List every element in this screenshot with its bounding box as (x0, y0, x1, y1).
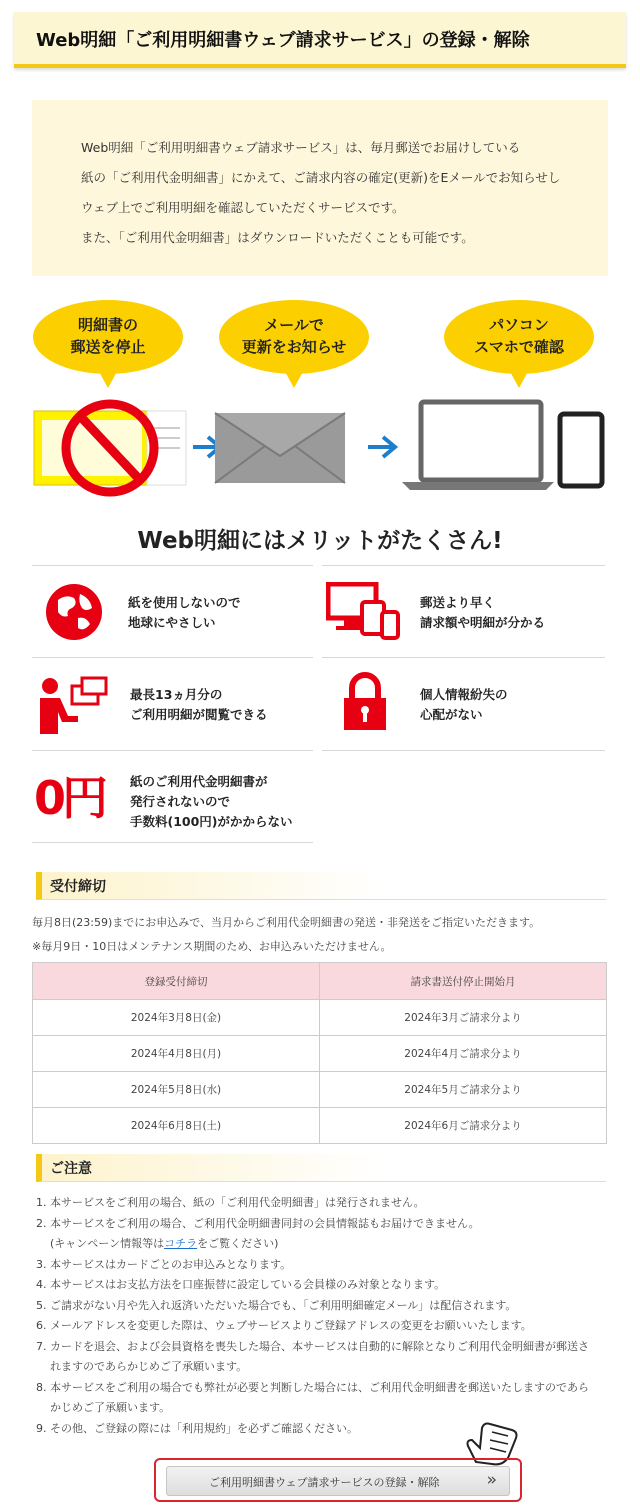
merit-line: 発行されないので (130, 794, 231, 809)
table-cell: 2024年6月8日(土) (33, 1108, 320, 1144)
bubble-line: 更新をお知らせ (241, 338, 347, 356)
intro-line: Web明細「ご利用明細書ウェブ請求サービス」は、毎月郵送でお届けしている (81, 140, 521, 155)
merit-line: 心配がない (420, 707, 483, 722)
zero-yen-icon (34, 762, 104, 828)
arrow-right-icon (368, 437, 395, 457)
divider (32, 657, 313, 658)
divider (32, 842, 313, 843)
smartphone-icon (560, 414, 602, 486)
campaign-link[interactable]: コチラ (164, 1237, 198, 1250)
envelope-icon (215, 413, 345, 483)
divider (32, 565, 313, 566)
deadline-note: ※毎月9日・10日はメンテナンス期間のため、お申込みいただけません。 (32, 940, 392, 953)
flow-bubble-check (444, 300, 594, 374)
merit-line: 手数料(100円)がかからない (130, 814, 293, 829)
table-cell: 2024年5月8日(水) (33, 1072, 320, 1108)
merit-line: 紙のご利用代金明細書が (130, 774, 268, 789)
register-button-highlight (154, 1458, 522, 1502)
laptop-icon (402, 402, 554, 490)
list-item-text: 7. カードを退会、および会員資格を喪失した場合、本サービスは自動的に解除となりご利用代金明細書が郵送さ (36, 1339, 589, 1353)
intro-line: また、「ご利用代金明細書」はダウンロードいただくことも可能です。 (81, 230, 474, 245)
divider (322, 750, 605, 751)
table-header: 請求書送付停止開始月 (320, 963, 607, 1000)
merit-text-security (420, 685, 508, 725)
globe-icon (44, 582, 104, 642)
deadline-title: 受付締切 (50, 879, 106, 895)
list-item: 9. その他、ご登録の際には「利用規約」を必ずご確認ください。 (36, 1421, 358, 1435)
intro-line: 紙の「ご利用代金明細書」にかえて、ご請求内容の確定(更新)をEメールでお知らせし (81, 170, 561, 185)
merit-line: 地球にやさしい (128, 615, 216, 630)
list-item: 6. メールアドレスを変更した際は、ウェブサービスよりご登録アドレスの変更をお願いいたします。 (36, 1319, 532, 1332)
list-item: 4. 本サービスはお支払方法を口座振替に設定している会員様のみ対象となります。 (36, 1278, 446, 1291)
bubble-line: 明細書の (77, 316, 138, 334)
zero-yen-text: 0円 (34, 771, 105, 825)
list-item-continuation (36, 1234, 616, 1255)
page-header (14, 12, 626, 68)
list-item-text: 2. 本サービスをご利用の場合、ご利用代金明細書同封の会員情報誌もお届けできません。 (36, 1216, 480, 1230)
divider (322, 657, 605, 658)
flow-bubble-stop-mail (33, 300, 183, 374)
bubble-line: 郵送を停止 (70, 338, 146, 356)
page-title: Web明細「ご利用明細書ウェブ請求サービス」の登録・解除 (36, 30, 530, 51)
table-row (33, 1036, 607, 1072)
table-row (33, 1108, 607, 1144)
list-item-text: 8. 本サービスをご利用の場合でも弊社が必要と判断した場合には、ご利用代金明細書を郵送いたしますのであら (36, 1380, 589, 1394)
table-cell: 2024年3月ご請求分より (320, 1000, 607, 1036)
list-item (36, 1214, 616, 1255)
table-cell: 2024年3月8日(金) (33, 1000, 320, 1036)
list-item: 5. ご請求がない月や先入れ返済いただいた場合でも、「ご利用明細確定メール」は配信されます。 (36, 1298, 517, 1312)
intro-line: ウェブ上でご利用明細を確認していただくサービスです。 (81, 200, 405, 215)
merit-text-13months (130, 685, 268, 725)
double-chevron-right-icon: » (486, 1470, 497, 1490)
merit-line: 個人情報紛失の (420, 687, 508, 702)
register-cancel-button[interactable] (166, 1466, 510, 1496)
table-cell: 2024年4月ご請求分より (320, 1036, 607, 1072)
merit-line: ご利用明細が閲覧できる (130, 707, 268, 722)
person-viewing-icon (38, 676, 108, 736)
lock-icon (342, 672, 388, 732)
deadline-table (32, 962, 607, 1144)
bubble-line: パソコン (489, 316, 549, 334)
merits-title: Web明細にはメリットがたくさん! (137, 528, 503, 554)
caution-title: ご注意 (50, 1161, 92, 1177)
table-header-row (33, 963, 607, 1000)
bubble-line: スマホで確認 (474, 338, 564, 356)
button-label: ご利用明細書ウェブ請求サービスの登録・解除 (209, 1476, 440, 1489)
merit-text-eco (128, 593, 241, 633)
list-item-continuation: かじめご了承願います。 (50, 1401, 171, 1414)
list-item (36, 1378, 616, 1419)
merit-line: 最長13ヵ月分の (130, 687, 223, 702)
merit-text-fast (420, 593, 545, 633)
list-item: 1. 本サービスをご利用の場合、紙の「ご利用代金明細書」は発行されません。 (36, 1196, 425, 1209)
campaign-text: (キャンペーン情報等は (50, 1237, 165, 1250)
table-row (33, 1072, 607, 1108)
flow-bubble-email (219, 300, 369, 374)
merit-line: 請求額や明細が分かる (420, 615, 546, 630)
caution-heading (36, 1154, 606, 1182)
table-cell: 2024年5月ご請求分より (320, 1072, 607, 1108)
table-cell: 2024年4月8日(月) (33, 1036, 320, 1072)
merit-line: 紙を使用しないので (128, 595, 241, 610)
table-header: 登録受付締切 (33, 963, 320, 1000)
table-row (33, 1000, 607, 1036)
flow-illustration (30, 398, 640, 500)
paper-statement-prohibited-icon (34, 404, 186, 492)
divider (32, 750, 313, 751)
list-item-continuation: れますのであらかじめご了承願います。 (50, 1360, 248, 1373)
merit-text-no-fee (130, 772, 293, 832)
intro-box (32, 100, 608, 276)
bubble-line: メールで (264, 316, 324, 334)
merit-line: 郵送より早く (420, 595, 496, 610)
table-cell: 2024年6月ご請求分より (320, 1108, 607, 1144)
deadline-heading (36, 872, 606, 900)
divider (322, 565, 605, 566)
deadline-desc: 毎月8日(23:59)までにお申込みで、当月からご利用代金明細書の発送・非発送をご指定いただきます。 (32, 916, 541, 929)
devices-icon (326, 582, 400, 642)
caution-list (36, 1193, 616, 1439)
list-item: 3. 本サービスはカードごとのお申込みとなります。 (36, 1257, 292, 1271)
list-item (36, 1337, 616, 1378)
campaign-text: をご覧ください) (197, 1237, 279, 1250)
